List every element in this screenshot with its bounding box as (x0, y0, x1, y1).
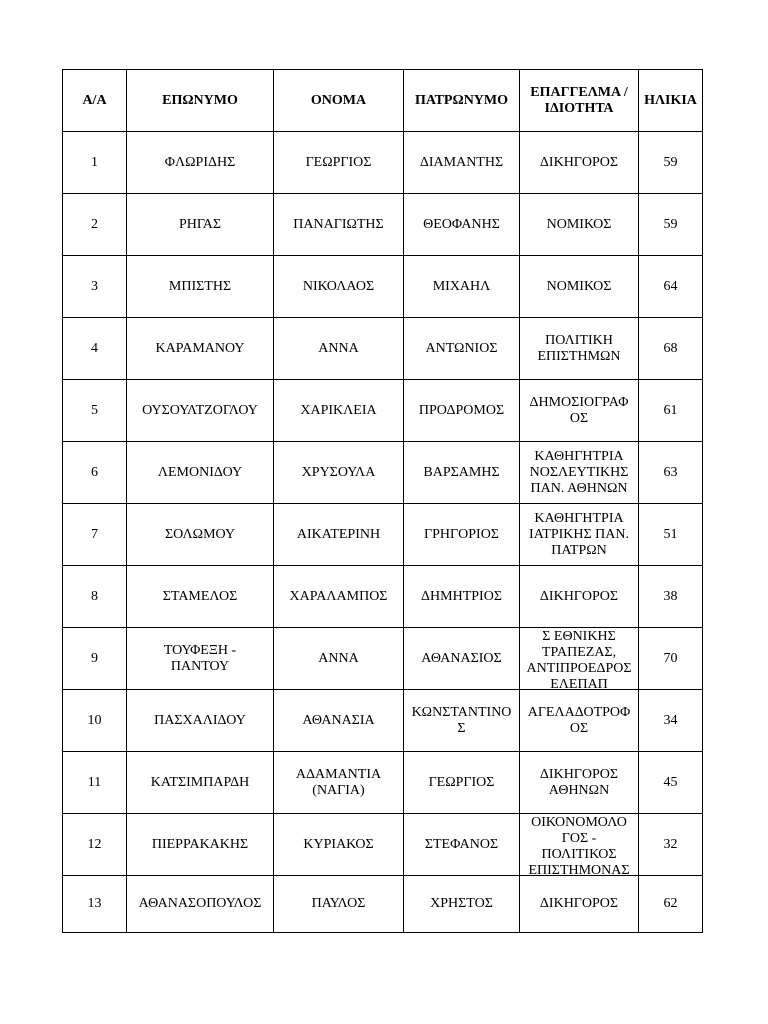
cell-text: 38 (663, 588, 678, 604)
cell-index (63, 628, 127, 690)
cell-text: 8 (91, 588, 98, 604)
cell-text: 64 (663, 278, 678, 294)
cell-index (63, 132, 127, 194)
cell-text: ΤΟΥΦΕΞΗ - ΠΑΝΤΟΥ (163, 642, 237, 674)
cell-text: 7 (91, 526, 98, 542)
cell-text: ΝΟΜΙΚΟΣ (546, 278, 612, 294)
cell-index (63, 814, 127, 876)
header-surname: ΕΠΩΝΥΜΟ (127, 70, 274, 132)
cell-fathers-name (404, 566, 520, 628)
cell-surname (127, 318, 274, 380)
cell-profession (520, 628, 639, 690)
cell-index (63, 380, 127, 442)
cell-surname (127, 876, 274, 933)
cell-index (63, 752, 127, 814)
cell-text: ΔΗΜΟΣΙΟΓΡΑΦ ΟΣ (529, 394, 629, 426)
cell-index (63, 566, 127, 628)
table-header-row (63, 70, 703, 132)
cell-text: 10 (87, 712, 102, 728)
cell-age (639, 442, 703, 504)
cell-text: ΑΙΚΑΤΕΡΙΝΗ (296, 526, 381, 542)
table-row (63, 318, 703, 380)
cell-index (63, 690, 127, 752)
cell-surname (127, 566, 274, 628)
cell-text: ΑΘΑΝΑΣΙΟΣ (421, 650, 502, 666)
table-row (63, 132, 703, 194)
cell-text: 9 (91, 650, 98, 666)
table-row (63, 256, 703, 318)
cell-text: ΔΙΚΗΓΟΡΟΣ (539, 588, 619, 604)
cell-age (639, 814, 703, 876)
cell-age (639, 318, 703, 380)
cell-text: ΣΤΕΦΑΝΟΣ (424, 836, 499, 852)
cell-text: 13 (87, 896, 102, 911)
cell-text: 70 (663, 650, 678, 666)
cell-first-name (274, 380, 404, 442)
cell-text: ΒΑΡΣΑΜΗΣ (423, 464, 500, 480)
cell-text: ΑΝΝΑ (318, 340, 359, 356)
cell-text: ΓΕΩΡΓΙΟΣ (428, 774, 495, 790)
cell-text: ΓΡΗΓΟΡΙΟΣ (424, 526, 499, 542)
cell-text: ΛΕΜΟΝΙΔΟΥ (157, 464, 243, 480)
cell-text: ΠΙΕΡΡΑΚΑΚΗΣ (151, 836, 249, 852)
cell-text: ΑΔΑΜΑΝΤΙΑ (ΝΑΓΙΑ) (295, 766, 382, 798)
cell-fathers-name (404, 752, 520, 814)
table-row (63, 194, 703, 256)
cell-text: ΠΑΣΧΑΛΙΔΟΥ (154, 712, 246, 728)
cell-profession (520, 132, 639, 194)
cell-text: ΧΑΡΑΛΑΜΠΟΣ (289, 588, 388, 604)
cell-age (639, 132, 703, 194)
cell-fathers-name (404, 504, 520, 566)
cell-text: ΔΙΚΗΓΟΡΟΣ (539, 154, 619, 170)
cell-surname (127, 504, 274, 566)
cell-fathers-name (404, 628, 520, 690)
cell-text: ΝΟΜΙΚΟΣ (546, 216, 612, 232)
cell-profession (520, 380, 639, 442)
cell-surname (127, 814, 274, 876)
cell-text: 34 (663, 712, 678, 728)
cell-text: 59 (663, 216, 678, 232)
cell-text: ΧΡΗΣΤΟΣ (430, 896, 493, 911)
cell-text: ΔΙΚΗΓΟΡΟΣ (539, 896, 619, 911)
cell-text: Σ ΕΘΝΙΚΗΣ ΤΡΑΠΕΖΑΣ, ΑΝΤΙΠΡΟΕΔΡΟΣ ΕΛΕΠΑΠ (526, 628, 632, 689)
cell-text: ΠΑΝΑΓΙΩΤΗΣ (293, 216, 384, 232)
header-fathers-name: ΠΑΤΡΩΝΥΜΟ (404, 70, 520, 132)
cell-text: ΚΩΝΣΤΑΝΤΙΝΟ Σ (411, 704, 512, 736)
cell-text: ΚΑΘΗΓΗΤΡΙΑ ΝΟΣΛΕΥΤΙΚΗΣ ΠΑΝ. ΑΘΗΝΩΝ (529, 448, 629, 496)
cell-text: 68 (663, 340, 678, 356)
cell-text: ΔΙΚΗΓΟΡΟΣ ΑΘΗΝΩΝ (539, 766, 619, 798)
cell-age (639, 194, 703, 256)
cell-first-name (274, 504, 404, 566)
cell-text: ΔΗΜΗΤΡΙΟΣ (421, 588, 502, 604)
cell-first-name (274, 876, 404, 933)
cell-profession (520, 814, 639, 876)
cell-fathers-name (404, 876, 520, 933)
cell-age (639, 566, 703, 628)
cell-profession (520, 194, 639, 256)
cell-surname (127, 256, 274, 318)
table-row (63, 814, 703, 876)
cell-profession (520, 876, 639, 933)
cell-text: 2 (91, 216, 98, 232)
cell-text: ΧΑΡΙΚΛΕΙΑ (300, 402, 377, 418)
cell-fathers-name (404, 690, 520, 752)
cell-surname (127, 442, 274, 504)
cell-surname (127, 194, 274, 256)
member-table (62, 69, 703, 933)
cell-text: 6 (91, 464, 98, 480)
cell-first-name (274, 132, 404, 194)
table-body (63, 132, 703, 933)
cell-text: ΜΠΙΣΤΗΣ (168, 278, 232, 294)
cell-fathers-name (404, 318, 520, 380)
cell-fathers-name (404, 256, 520, 318)
cell-text: 61 (663, 402, 678, 418)
cell-text: ΧΡΥΣΟΥΛΑ (301, 464, 376, 480)
cell-text: ΜΙΧΑΗΛ (432, 278, 491, 294)
cell-age (639, 504, 703, 566)
cell-fathers-name (404, 132, 520, 194)
table-row (63, 752, 703, 814)
cell-profession (520, 256, 639, 318)
table-row (63, 380, 703, 442)
table-row (63, 628, 703, 690)
cell-fathers-name (404, 442, 520, 504)
cell-text: 3 (91, 278, 98, 294)
cell-index (63, 318, 127, 380)
cell-first-name (274, 442, 404, 504)
cell-text: ΚΥΡΙΑΚΟΣ (303, 836, 374, 852)
table-row (63, 876, 703, 933)
cell-text: 11 (87, 774, 102, 790)
cell-age (639, 380, 703, 442)
table-row (63, 690, 703, 752)
cell-surname (127, 690, 274, 752)
cell-text: ΦΛΩΡΙΔΗΣ (164, 154, 236, 170)
cell-text: ΠΡΟΔΡΟΜΟΣ (418, 402, 505, 418)
header-index: Α/Α (63, 70, 127, 132)
cell-fathers-name (404, 814, 520, 876)
cell-text: 5 (91, 402, 98, 418)
cell-first-name (274, 256, 404, 318)
cell-text: 45 (663, 774, 678, 790)
cell-text: ΔΙΑΜΑΝΤΗΣ (419, 154, 504, 170)
cell-text: 4 (91, 340, 98, 356)
cell-text: ΓΕΩΡΓΙΟΣ (305, 154, 372, 170)
cell-surname (127, 752, 274, 814)
cell-index (63, 876, 127, 933)
cell-first-name (274, 318, 404, 380)
table-row (63, 442, 703, 504)
cell-profession (520, 566, 639, 628)
cell-text: ΣΤΑΜΕΛΟΣ (162, 588, 238, 604)
cell-profession (520, 504, 639, 566)
cell-age (639, 256, 703, 318)
cell-text: ΑΝΝΑ (318, 650, 359, 666)
cell-first-name (274, 690, 404, 752)
cell-profession (520, 690, 639, 752)
cell-text: ΑΝΤΩΝΙΟΣ (425, 340, 498, 356)
cell-text: ΚΑΘΗΓΗΤΡΙΑ ΙΑΤΡΙΚΗΣ ΠΑΝ. ΠΑΤΡΩΝ (529, 510, 629, 558)
cell-text: ΟΙΚΟΝΟΜΟΛΟ ΓΟΣ - ΠΟΛΙΤΙΚΟΣ ΕΠΙΣΤΗΜΟΝΑΣ (528, 814, 630, 875)
cell-surname (127, 628, 274, 690)
cell-text: 1 (91, 154, 98, 170)
cell-index (63, 256, 127, 318)
cell-first-name (274, 194, 404, 256)
cell-age (639, 752, 703, 814)
cell-age (639, 690, 703, 752)
cell-text: ΚΑΤΣΙΜΠΑΡΔΗ (150, 774, 250, 790)
table-row (63, 504, 703, 566)
cell-text: ΑΘΑΝΑΣΟΠΟΥΛΟΣ (138, 896, 262, 911)
header-profession: ΕΠΑΓΓΕΛΜΑ / ΙΔΙΟΤΗΤΑ (520, 70, 639, 132)
cell-first-name (274, 628, 404, 690)
cell-text: ΟΥΣΟΥΛΤΖΟΓΛΟΥ (142, 402, 258, 418)
cell-profession (520, 318, 639, 380)
cell-fathers-name (404, 194, 520, 256)
cell-text: ΘΕΟΦΑΝΗΣ (423, 216, 500, 232)
cell-index (63, 194, 127, 256)
cell-text: 32 (663, 836, 678, 852)
cell-text: ΡΗΓΑΣ (178, 216, 222, 232)
cell-surname (127, 132, 274, 194)
cell-text: 51 (663, 526, 678, 542)
cell-text: ΠΟΛΙΤΙΚΗ ΕΠΙΣΤΗΜΩΝ (537, 332, 621, 364)
header-first-name: ΟΝΟΜΑ (274, 70, 404, 132)
cell-text: ΝΙΚΟΛΑΟΣ (302, 278, 375, 294)
cell-text: ΣΟΛΩΜΟΥ (164, 526, 236, 542)
cell-index (63, 504, 127, 566)
cell-text: 59 (663, 154, 678, 170)
cell-index (63, 442, 127, 504)
cell-surname (127, 380, 274, 442)
cell-first-name (274, 752, 404, 814)
cell-first-name (274, 814, 404, 876)
cell-text: ΠΑΥΛΟΣ (311, 896, 366, 911)
cell-age (639, 876, 703, 933)
cell-text: 62 (663, 896, 678, 911)
cell-text: 63 (663, 464, 678, 480)
cell-text: ΑΘΑΝΑΣΙΑ (302, 712, 375, 728)
cell-text: ΑΓΕΛΑΔΟΤΡΟΦ ΟΣ (527, 704, 631, 736)
cell-text: ΚΑΡΑΜΑΝΟΥ (155, 340, 245, 356)
table-row (63, 566, 703, 628)
cell-age (639, 628, 703, 690)
cell-profession (520, 442, 639, 504)
cell-fathers-name (404, 380, 520, 442)
cell-text: 12 (87, 836, 102, 852)
cell-profession (520, 752, 639, 814)
cell-first-name (274, 566, 404, 628)
header-age: ΗΛΙΚΙΑ (639, 70, 703, 132)
